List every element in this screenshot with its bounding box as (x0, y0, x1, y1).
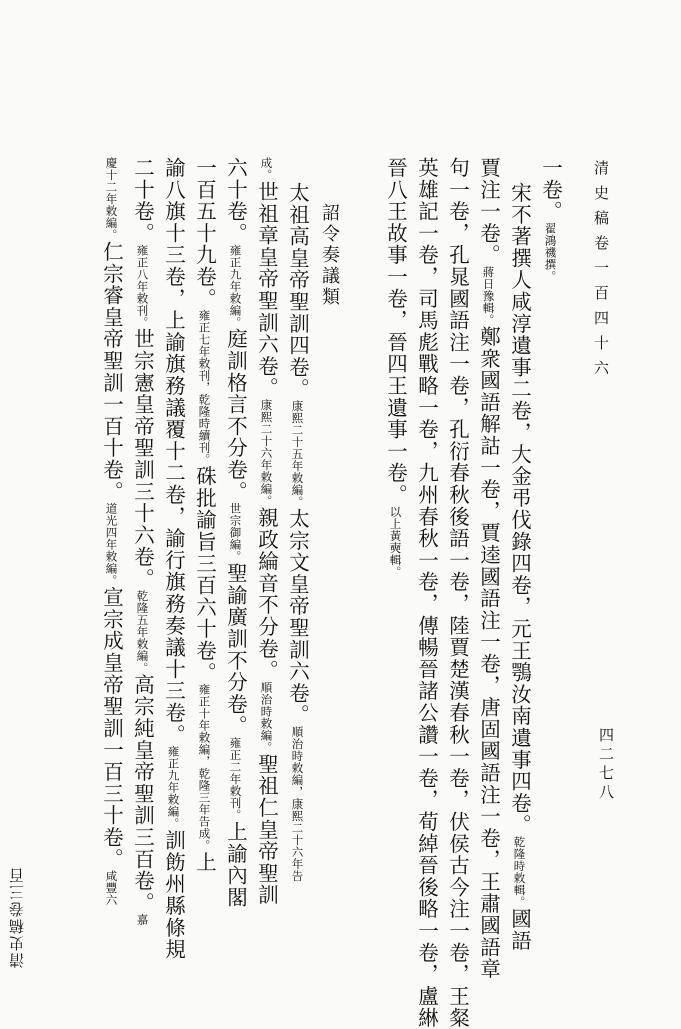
text-column (447, 157, 468, 1029)
text-segment: 詔令奏議類 (319, 203, 340, 308)
annotation-note: 嘉 (135, 913, 150, 926)
annotation-note: 咸豐六 (104, 870, 119, 907)
annotation-note: 雍正九年敕編。 (166, 745, 181, 830)
text-segment: 諭八旗十三卷，上諭旗務議覆十二卷，諭行旗務奏議十三卷。 (161, 157, 186, 746)
text-segment: 世祖章皇帝聖訓六卷。 (254, 181, 279, 399)
text-segment: 六十卷。 (223, 157, 248, 245)
text-column (132, 157, 153, 926)
side-label: 清史稿卷三百 (8, 866, 26, 968)
annotation-note: 蔣日豫輯。 (481, 266, 496, 326)
text-segment: 庭訓格言不分卷。 (223, 328, 248, 503)
page-number: 四二七八 (597, 727, 615, 803)
text-segment: 上諭內閣 (223, 821, 248, 909)
text-column (320, 203, 338, 308)
annotation-note: 成。 (259, 157, 274, 181)
text-segment: 鄭衆國語解詁一卷，賈逵國語注一卷，唐固國語注一卷，王肅國語章 (476, 326, 501, 980)
annotation-note: 康熙二十六年敕編。 (259, 399, 274, 507)
annotation-note: 世宗御編。 (228, 502, 243, 563)
annotation-note: 順治時敕編。 (259, 681, 274, 754)
text-segment: 宣宗成皇帝聖訓一百三十卷。 (99, 586, 124, 871)
text-segment: 上 (192, 851, 217, 874)
annotation-note: 雍正七年敕刊，乾隆時續刊。 (197, 309, 212, 466)
text-segment: 句一卷，孔晁國語注一卷，孔衍春秋後語一卷，陸賈楚漢春秋一卷，伏侯古今注一卷，王粲 (445, 157, 470, 1029)
text-column (256, 157, 277, 906)
annotation-note: 順治時敕編，康熙二十六年告 (290, 726, 305, 882)
text-column (225, 157, 246, 908)
text-segment: 英雄記一卷，司馬彪戰略一卷，九州春秋一卷，傳暢晉諸公讚一卷，荀綽晉後略一卷，盧綝 (414, 157, 439, 1029)
annotation-note: 雍正八年敕刊。 (135, 244, 150, 329)
annotation-note: 雍正二年敕刊。 (228, 737, 243, 822)
text-segment: 親政綸音不分卷。 (254, 507, 279, 682)
text-segment: 一卷。 (538, 157, 563, 223)
text-column (287, 182, 308, 882)
text-column (101, 157, 122, 906)
text-segment: 晉八王故事一卷，晉四王遺事一卷。 (383, 157, 408, 506)
annotation-note: 乾隆時敕輯。 (512, 836, 527, 908)
text-segment: 二十卷。 (130, 157, 155, 245)
annotation-note: 乾隆五年敕編。 (135, 589, 150, 674)
text-segment: 國語 (507, 908, 532, 952)
annotation-note: 道光四年敕編。 (104, 502, 119, 587)
annotation-note: 雍正十年敕編，乾隆三年告成。 (197, 683, 212, 852)
text-column (540, 157, 561, 282)
text-column (416, 157, 437, 1029)
text-segment: 太宗文皇帝聖訓六卷。 (285, 508, 310, 726)
text-segment: 仁宗睿皇帝聖訓一百十卷。 (99, 241, 124, 503)
text-column (509, 182, 530, 952)
text-column (478, 157, 499, 980)
text-segment: 一百五十九卷。 (192, 157, 217, 310)
text-segment: 硃批諭旨三百六十卷。 (192, 465, 217, 684)
annotation-note: 慶十二年敕編。 (104, 157, 119, 241)
annotation-note: 康熙二十五年敕編。 (290, 400, 305, 508)
text-column (385, 157, 406, 578)
text-segment: 高宗純皇帝聖訓三百卷。 (130, 673, 155, 914)
text-segment: 訓飭州縣條規 (161, 829, 186, 961)
annotation-note: 以上黃奭輯。 (388, 505, 403, 578)
text-segment: 世宗憲皇帝聖訓三十六卷。 (130, 328, 155, 590)
text-segment: 太祖高皇帝聖訓四卷。 (285, 182, 310, 400)
annotation-note: 翟鴻禨撰。 (543, 222, 558, 283)
text-segment: 賈注一卷。 (476, 157, 501, 266)
annotation-note: 雍正九年敕編。 (228, 244, 243, 329)
text-segment: 宋不著撰人咸淳遺事二卷，大金弔伐錄四卷，元王鶚汝南遺事四卷。 (507, 182, 532, 836)
book-title: 清史稿卷一百四十六 (592, 160, 610, 385)
text-column (163, 157, 184, 960)
text-segment: 聖諭廣訓不分卷。 (223, 562, 248, 738)
text-segment: 聖祖仁皇帝聖訓 (254, 753, 279, 907)
text-column (194, 157, 215, 873)
